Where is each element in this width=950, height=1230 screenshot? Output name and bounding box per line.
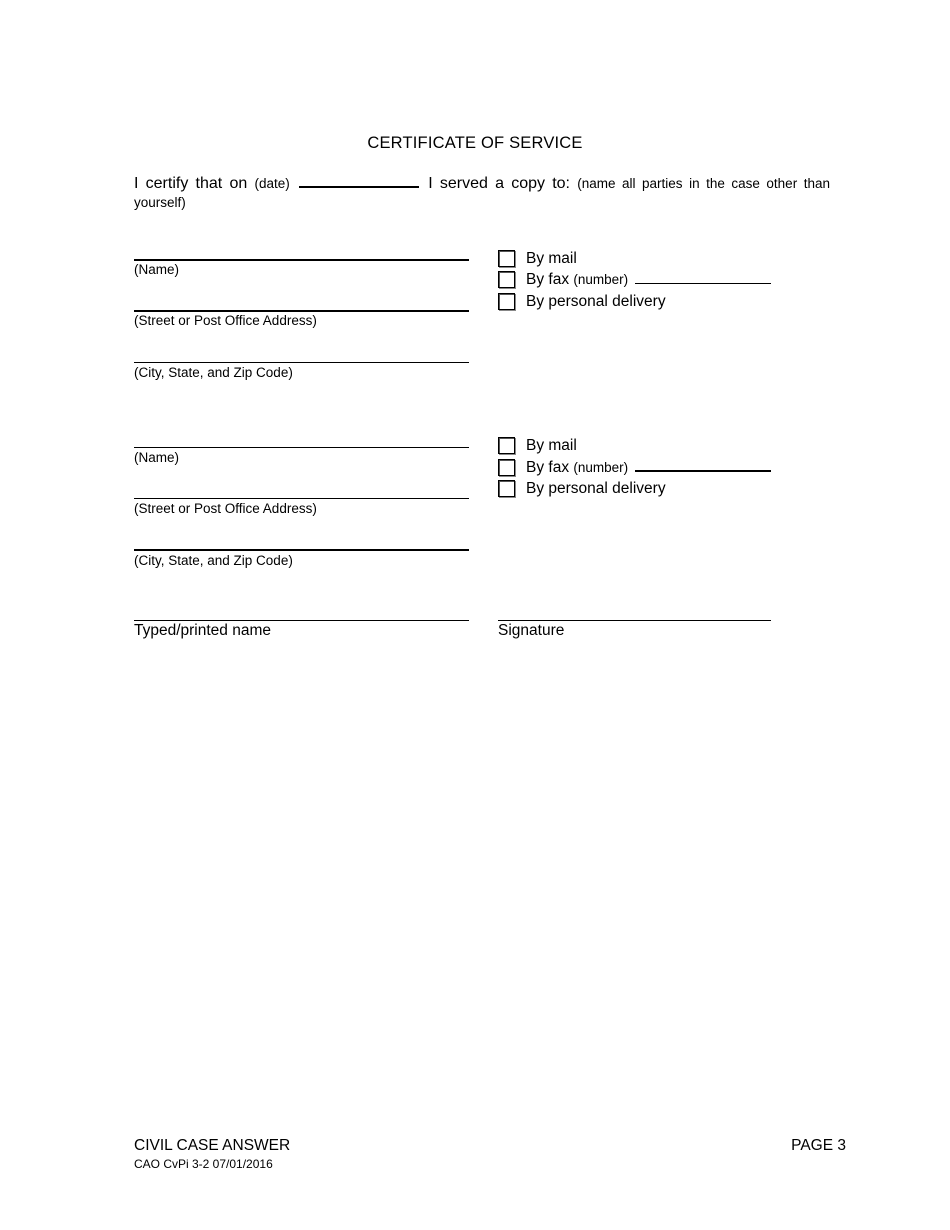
party1-street-label: (Street or Post Office Address): [134, 313, 317, 328]
party1-street-field[interactable]: [134, 310, 469, 312]
page-title: CERTIFICATE OF SERVICE: [367, 134, 583, 152]
date-field[interactable]: [299, 172, 419, 188]
party1-name-field[interactable]: [134, 259, 469, 261]
party1-fax-label: By fax: [526, 271, 570, 288]
parties-hint-cont: yourself): [134, 195, 186, 210]
party1-fax-number-field[interactable]: [635, 273, 771, 284]
certify-statement: [134, 172, 830, 194]
footer-form-title: CIVIL CASE ANSWER: [134, 1137, 291, 1154]
party1-city-label: (City, State, and Zip Code): [134, 365, 293, 380]
party1-fax-option: [526, 271, 771, 289]
party2-fax-option: [526, 459, 771, 477]
party1-fax-checkbox[interactable]: [498, 271, 515, 288]
footer-page-number: PAGE 3: [791, 1137, 846, 1154]
party2-city-field[interactable]: [134, 549, 469, 551]
certify-text-1: I certify that on: [134, 175, 248, 192]
party2-street-label: (Street or Post Office Address): [134, 501, 317, 516]
parties-hint: (name all parties in the case other than: [577, 176, 830, 191]
party2-name-label: (Name): [134, 450, 180, 465]
party1-personal-label: By personal delivery: [526, 293, 666, 310]
party2-fax-checkbox[interactable]: [498, 459, 515, 476]
party2-city-label: (City, State, and Zip Code): [134, 553, 293, 568]
party2-personal-checkbox[interactable]: [498, 480, 515, 497]
typed-name-field[interactable]: [134, 620, 469, 621]
typed-name-label: Typed/printed name: [134, 622, 272, 639]
party1-city-field[interactable]: [134, 362, 469, 363]
party2-mail-label: By mail: [526, 437, 577, 454]
party1-mail-label: By mail: [526, 250, 577, 267]
party1-fax-hint: (number): [573, 272, 629, 287]
party1-mail-checkbox[interactable]: [498, 250, 515, 267]
signature-field[interactable]: [498, 620, 771, 621]
party2-street-field[interactable]: [134, 498, 469, 499]
party2-mail-checkbox[interactable]: [498, 437, 515, 454]
party2-fax-label: By fax: [526, 459, 570, 476]
party1-name-label: (Name): [134, 262, 180, 277]
party2-name-field[interactable]: [134, 447, 469, 448]
signature-label: Signature: [498, 622, 565, 639]
party2-fax-hint: (number): [573, 460, 629, 475]
party2-personal-label: By personal delivery: [526, 480, 666, 497]
party2-fax-number-field[interactable]: [635, 460, 771, 472]
date-hint: (date): [254, 176, 290, 191]
party1-personal-checkbox[interactable]: [498, 293, 515, 310]
certify-text-2: I served a copy to:: [428, 175, 570, 192]
footer-form-code: CAO CvPi 3-2 07/01/2016: [134, 1157, 273, 1171]
